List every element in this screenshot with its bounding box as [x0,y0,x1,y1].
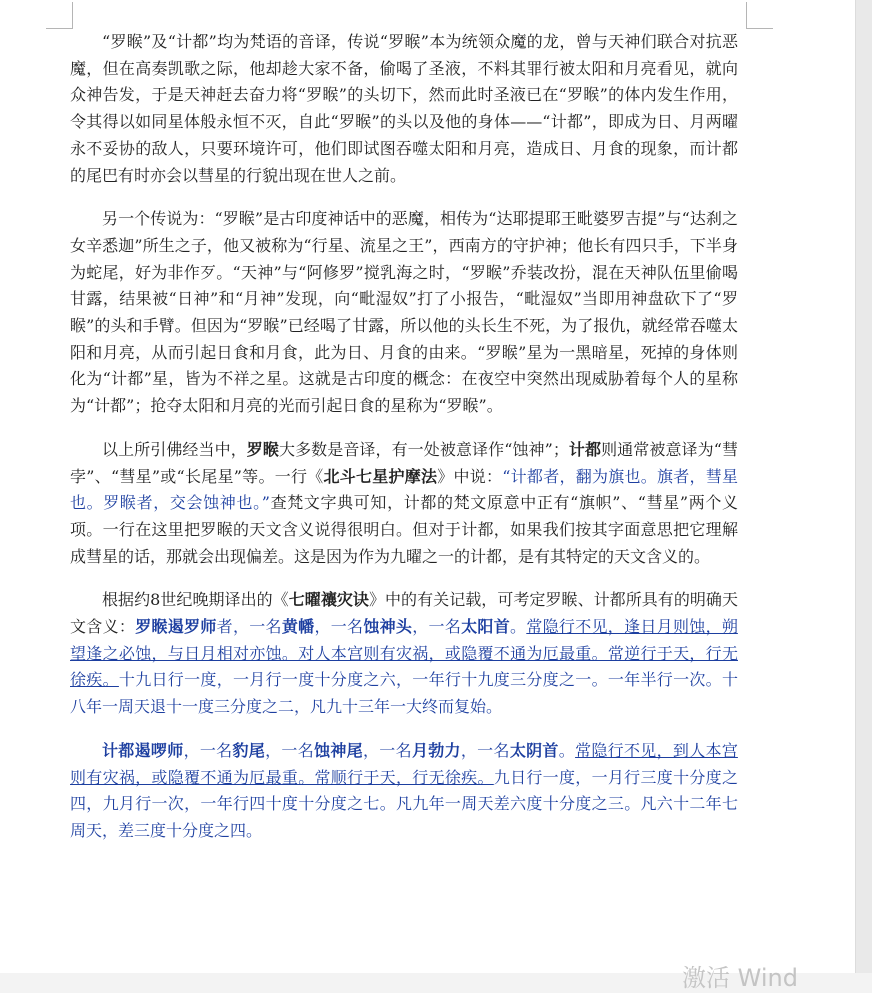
text-run: 九日行一度，一月行三度十分度之四，九月行一次，一年行四十度十分度之七。凡九年一周天差六度十分度之三。凡六十二年七周天，差三度十分度之四。 [70,767,738,840]
text-run: 则通常被意译为“彗孛”、“彗星”或“长尾星”等。一行《 [70,439,738,486]
page-corner-mark-right [746,2,773,29]
text-run: ，一名 [183,740,233,760]
text-run: ，一名 [412,617,462,637]
paragraph [70,738,738,845]
text-run: 七曜禳灾诀 [288,590,369,610]
document-body [70,29,738,862]
text-run: 以上所引佛经当中， [102,439,247,459]
text-run: 查梵文字典可知，计都的梵文原意中正有“旗帜”、“彗星”两个义项。一行在这里把罗睺的天文含义说得很明白。但对于计都，如果我们按其字面意思把它理解成彗星的话，那就会出现偏差。这是因为作为九曜之一的计都，是有其特定的天文含义的。 [70,493,738,566]
text-run: 常隐行不见，逢日月则蚀，朔望逢之必蚀，与日月相对亦蚀。对人本宫则有灾祸，或隐覆不通为厄最重。常逆行于天，行无徐疾。 [70,617,738,690]
text-run: 根据约8世纪晚期译出的《 [102,590,289,610]
text-run: 罗睺 [246,439,279,459]
text-run: “计都者，翻为旗也。旗者，彗星也。罗睺者，交会蚀神也。” [70,466,738,513]
paragraph [70,437,738,571]
text-run: 常隐行不见，到人本宫则有灾祸，或隐覆不通为厄最重。常顺行于天，行无徐疾。 [70,740,738,787]
text-run: 黄幡 [281,617,315,637]
text-run: 北斗七星护摩法 [323,466,438,486]
text-run: 计都遏啰师 [102,740,184,760]
text-run: ，一名 [363,740,412,760]
text-run: 计都 [568,439,602,459]
text-run: 豹尾 [232,740,266,760]
text-run: 十九日行一度，一月行一度十分度之六，一年行十九度三分度之一。一年半行一次。十八年一周天退十一度三分度之二，凡九十三年一大终而复始。 [70,670,738,717]
text-run: 。 [558,740,576,760]
text-run: 。 [510,617,527,637]
text-run: 罗睺遏罗师 [135,617,217,637]
text-run: 太阴首 [509,740,559,760]
text-run: ，一名 [265,740,315,760]
text-run: 大多数是音译，有一处被意译作“蚀神”； [278,439,569,459]
text-run: 另一个传说为：“罗睺”是古印度神话中的恶魔，相传为“达耶提耶王毗婆罗吉提”与“达刹之女辛悉迦”所生之子，他又被称为“行星、流星之王”，西南方的守护神；他长有四只手，下半身为蛇尾，好为非作歹。“天神”与“阿修罗”搅乳海之时，“罗睺”乔装改扮，混在天神队伍里偷喝甘露，结果被“日神”和“月神”发现，向“毗湿奴”打了小报告，“毗湿奴”当即用神盘砍下了“罗睺”的头和手臂。但因为“罗睺”已经喝了甘露，所以他的头长生不死，为了报仇，就经常吞噬太阳和月亮，从而引起日食和月食，此为日、月食的由来。“罗睺”星为一黑暗星，死掉的身体则化为“计都”星，皆为不祥之星。这就是古印度的概念：在夜空中突然出现威胁着每个人的星称为“计都”；抢夺太阳和月亮的光而引起日食的星称为“罗睺”。 [70,209,738,416]
paragraph [70,29,738,189]
text-run: 》中说： [437,466,503,486]
page-corner-mark-left [46,2,73,29]
text-run: 者，一名 [216,617,282,637]
text-run: 蚀神头 [363,617,413,637]
text-run: 蚀神尾 [314,740,363,760]
text-run: 太阳首 [461,617,511,637]
paragraph [70,587,738,721]
text-run: “罗睺”及“计都”均为梵语的音译，传说“罗睺”本为统领众魔的龙，曾与天神们联合对抗恶魔，但在高奏凯歌之际，他却趁大家不备，偷喝了圣液，不料其罪行被太阳和月亮看见，就向众神告发，于是天神赶去奋力将“罗睺”的头切下，然而此时圣液已在“罗睺”的体内发生作用，令其得以如同星体般永恒不灭，自此“罗睺”的头以及他的身体——“计都”，即成为日、月两曜永不妥协的敌人，只要环境许可，他们即试图吞噬太阳和月亮，造成日、月食的现象，而计都的尾巴有时亦会以彗星的行貌出现在世人之前。 [70,32,738,185]
activation-watermark: 激活 Wind [682,964,798,992]
text-run: ，一名 [460,740,510,760]
text-run: ，一名 [314,617,364,637]
text-run: 月勃力 [411,740,461,760]
text-run: 》中的有关记载，可考定罗睺、计都所具有的明确天文含义： [70,590,738,637]
vertical-scrollbar[interactable] [855,0,872,973]
paragraph [70,206,738,420]
